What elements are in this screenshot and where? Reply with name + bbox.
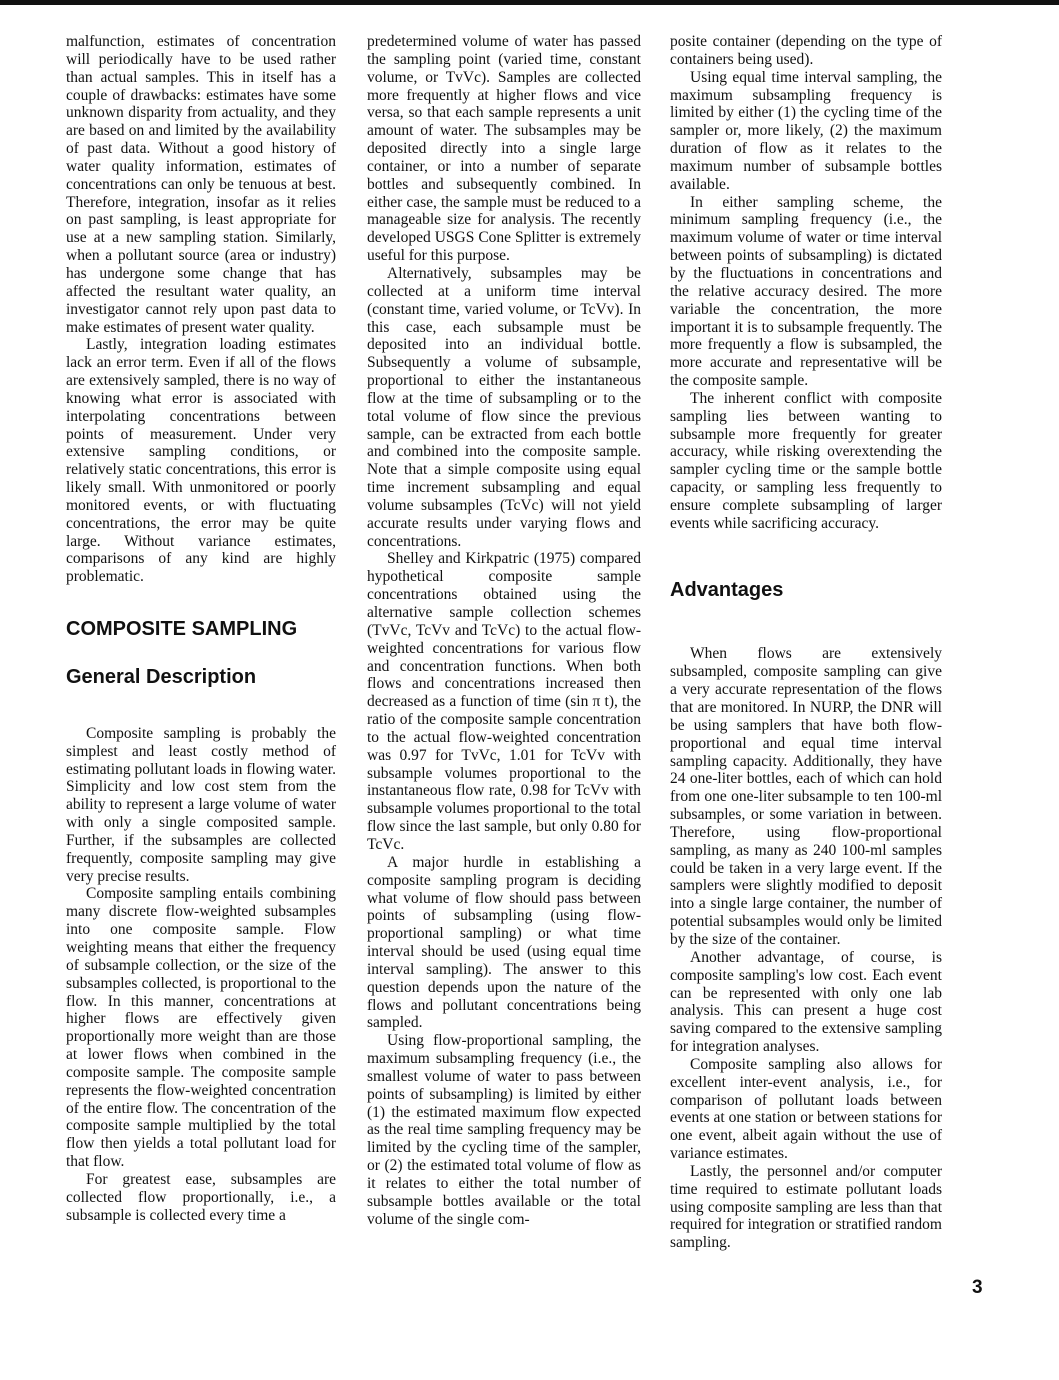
paragraph: Another advantage, of course, is composite sampling's low cost. Each event can be represented with only one lab analysis. This can present a huge cost saving compared to the extensive sampling for integration analyses. (670, 948, 942, 1056)
section-heading-composite-sampling: COMPOSITE SAMPLING (66, 618, 298, 641)
paragraph: Lastly, integration loading estimates lack an error term. Even if all of the flows are extensively sampled, there is no way of knowing what error is associated with interpolating concentrations between points of measurement. Under very extensive sampling conditions, or relatively static concentrations, this error is likely small. With unmonitored or poorly monitored events, or with fluctuating concentrations, the error may be quite large. Without variance estimates, comparisons of any kind are highly problematic. (66, 336, 336, 586)
paragraph: malfunction, estimates of concentration will periodically have to be used rather than actual samples. This in itself has a couple of drawbacks: estimates have some unknown disparity from actuality, and they are based on and limited by the availability of past data. Without a good history of water quality information, estimates of concentrations can only be tenuous at best. Therefore, integration, insofar as it relies on past sampling, is least appropriate for use at a new sampling station. Similarly, when a pollutant source (area or industry) has undergone some change that has affected the resultant water quality, an investigator cannot rely upon past data to make estimates of present water quality. (66, 33, 336, 336)
column-3 (670, 33, 942, 1252)
column-2 (367, 33, 641, 1229)
paragraph: Alternatively, subsamples may be collected at a uniform time interval (constant time, varied volume, or TcVv). In this case, each subsample must be deposited into an individual bottle. Subsequently a volume of subsample, proportional to either the instantaneous flow at the time of subsampling or to the total volume of flow since the previous sample, can be extracted from each bottle and combined into the composite sample. Note that a simple composite using equal time increment subsampling and equal volume subsamples (TcVc) will not yield accurate results under varying flows and concentrations. (367, 264, 641, 550)
paragraph: Using flow-proportional sampling, the maximum subsampling frequency (i.e., the smallest volume of water to pass between points of subsampling) is limited by either (1) the estimated maximum flow expected as the real time sampling frequency may be limited by the cycling time of the sampler, or (2) the estimated total volume of flow as it relates to either the total number of subsample bottles available or the total volume of the single com- (367, 1032, 641, 1228)
page-number: 3 (972, 1277, 983, 1298)
paragraph: Shelley and Kirkpatric (1975) compared hypothetical composite sample concentrations obtained using the alternative sample collection schemes (TvVc, TcVv and TcVc) to the actual flow-weighted concentrations for various flow and concentration functions. When both flows and concentrations increased then decreased as a function of time (sin π t), the ratio of the composite sample concentration to the actual flow-weighted concentration was 0.97 for TvVc, 1.01 for TcVv with subsample volumes proportional to the instantaneous flow rate, 0.98 for TcVv with subsample volumes proportional to the total flow since the last sample, but only 0.80 for TcVc. (367, 550, 641, 853)
subsection-heading-advantages: Advantages (670, 578, 784, 601)
paragraph: A major hurdle in establishing a composite sampling program is deciding what volume of flow should pass between points of subsampling (using flow-proportional sampling) or what time interval should be used (using equal time interval sampling). The answer to this question depends upon the nature of the flows and pollutant concentrations being sampled. (367, 853, 641, 1032)
paragraph: For greatest ease, subsamples are collected flow proportionally, i.e., a subsample is collected every time a (66, 1170, 336, 1224)
paragraph: Composite sampling is probably the simplest and least costly method of estimating pollutant loads in flowing water. Simplicity and low cost stem from the ability to represent a large volume of water with only a single composited sample. Further, if the subsamples are collected frequently, composite sampling may give very precise results. (66, 724, 336, 885)
top-border (0, 0, 1059, 5)
paragraph: posite container (depending on the type of containers being used). (670, 33, 942, 68)
paragraph: Composite sampling also allows for excellent inter-event analysis, i.e., for comparison of pollutant loads between events at one station or between stations for one event, albeit again without the use of variance estimates. (670, 1055, 942, 1163)
paragraph: In either sampling scheme, the minimum sampling frequency (i.e., the maximum volume of water or time interval between points of subsampling) is dictated by the fluctuations in concentrations and the relative accuracy desired. The more variable the concentration, the more important it is to subsample frequently. The more frequently a flow is subsampled, the more accurate and representative will be the composite sample. (670, 193, 942, 390)
paragraph: When flows are extensively subsampled, composite sampling can give a very accurate representation of the flows that are monitored. In NURP, the DNR will be using samplers that have both flow-proportional and equal time interval sampling capacity. Additionally, they have 24 one-liter bottles, each of which can hold from one one-liter subsample to ten 100-ml subsamples, or some variation in between. Therefore, using flow-proportional sampling, as many as 240 100-ml samples could be taken in a very large event. If the samplers were slightly modified to deposit into a single large container, the number of potential subsamples would only be limited by the size of the container. (670, 645, 942, 948)
paragraph: Composite sampling entails combining many discrete flow-weighted subsamples into one composite sample. Flow weighting means that either the frequency of subsample collection, or the size of the subsamples collected, is proportional to the flow. In this manner, concentrations at higher flows are effectively given proportionally more weight than are those at lower flows when combined in the composite sample. The composite sample represents the flow-weighted concentration of the entire flow. The concentration of the composite sample multiplied by the total flow then yields a total pollutant load for that flow. (66, 885, 336, 1171)
paragraph: Lastly, the personnel and/or computer time required to estimate pollutant loads using composite sampling are less than that required for integration or stratified random sampling. (670, 1162, 942, 1252)
paragraph: Using equal time interval sampling, the maximum subsampling frequency is limited by either (1) the cycling time of the sampler or, more likely, (2) the maximum duration of flow as it relates to the maximum number of subsample bottles available. (670, 68, 942, 193)
column-1 (66, 33, 336, 1224)
subsection-heading-general-description: General Description (66, 666, 257, 688)
paragraph: The inherent conflict with composite sampling lies between wanting to subsample more frequently for greater accuracy, while risking overextending the sampler cycling time or the sample bottle capacity, or sampling less frequently to ensure complete subsampling of larger events while sacrificing accuracy. (670, 389, 942, 532)
paragraph: predetermined volume of water has passed the sampling point (varied time, constant volume, or TvVc). Samples are collected more frequently at higher flows and vice versa, so that each sample represents a unit amount of water. The subsamples may be deposited directly into a single large container, or into a number of separate bottles and subsequently combined. In either case, the sample must be reduced to a manageable size for analysis. The recently developed USGS Cone Splitter is extremely useful for this purpose. (367, 33, 641, 265)
